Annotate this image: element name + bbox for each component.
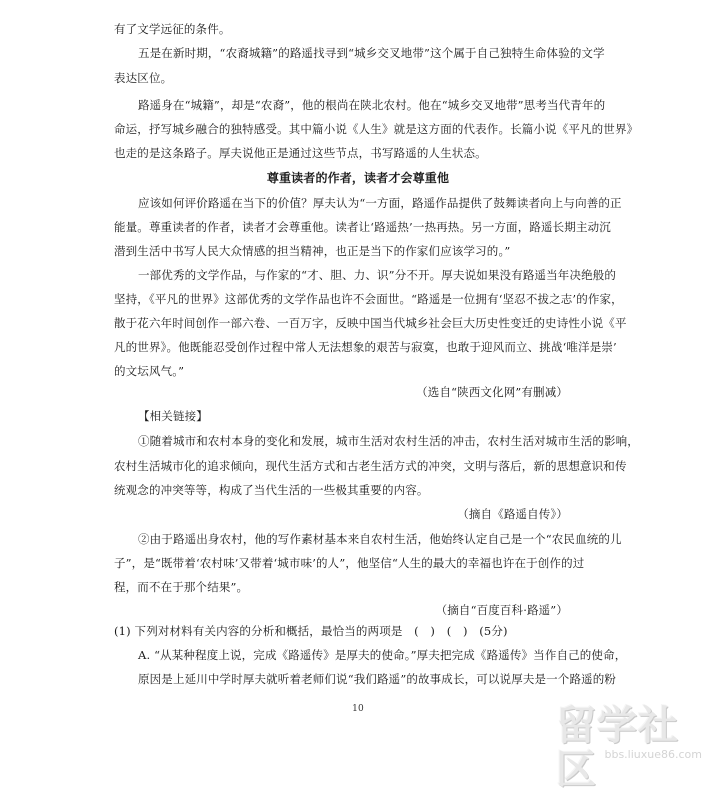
text-line: 程，而不在于那个结果”。	[114, 580, 249, 594]
paragraph-start: 应该如何评价路遥在当下的价值？厚夫认为“一方面，路遥作品提供了鼓舞读者向上与向善的正	[138, 196, 622, 210]
option-a-continued: 原因是上延川中学时厚夫就听着老师们说“我们路遥”的故事成长，可以说厚夫是一个路遥的粉	[138, 672, 617, 686]
text-line: 凡的世界》。他既能忍受创作过程中常人无法想象的艰苦与寂寞，也敢于迎风而立、挑战‘唯洋是崇’	[114, 340, 617, 354]
text-line: 农村生活城市化的追求倾向，现代生活方式和古老生活方式的冲突，文明与落后，新的思想意识和传	[114, 459, 627, 473]
related-links-heading: 【相关链接】	[138, 409, 208, 423]
paragraph-start: 路遥身在“城籍”，却是“农裔”，他的根尚在陕北农村。他在“城乡交叉地带”思考当代青年的	[138, 98, 606, 112]
text-line: 的文坛风气。”	[114, 364, 185, 378]
source-citation: （摘自《路遥自传》）	[457, 507, 568, 521]
site-watermark	[556, 702, 706, 793]
text-line: 子”，是“既带着‘农村味’又带着‘城市味’的人”，他坚信“人生的最大的幸福也许在于创作的过	[114, 556, 585, 570]
section-heading: 尊重读者的作者，读者才会尊重他	[266, 171, 450, 185]
source-citation: （摘自“百度百科·路遥”）	[435, 603, 568, 617]
watermark-logo: 留学社区	[556, 703, 679, 793]
paragraph-start: 五是在新时期，“农裔城籍”的路遥找寻到“城乡交叉地带”这个属于自己独特生命体验的文学	[138, 46, 605, 60]
source-citation: （选自“陕西文化网”有删减）	[416, 385, 568, 399]
watermark-url: bbs.liuxue86.com	[604, 748, 702, 761]
text-line: 有了文学远征的条件。	[114, 22, 231, 36]
text-line: 统观念的冲突等等，构成了当代生活的一些极其重要的内容。	[114, 483, 429, 497]
paragraph-start: ②由于路遥出身农村，他的写作素材基本来自农村生活，他始终认定自己是一个“农民血统的儿	[138, 532, 622, 546]
option-a: A. “从某种程度上说，完成《路遥传》是厚夫的使命。”厚夫把完成《路遥传》当作自己的使命，	[138, 648, 627, 662]
text-line: 表达区位。	[114, 71, 173, 85]
page-number: 10	[352, 704, 364, 714]
text-line: 坚持，《平凡的世界》这部优秀的文学作品也许不会面世。“路遥是一位拥有‘坚忍不拔之志’的作家，	[114, 292, 623, 306]
question-stem: (1) 下列对材料有关内容的分析和概括，最恰当的两项是 ( ) ( ) (5分)	[114, 624, 508, 638]
text-line: 潜到生活中书写人民大众情感的担当精神，也正是当下的作家们应该学习的。”	[114, 244, 511, 258]
text-line: 命运，抒写城乡融合的独特感受。其中篇小说《人生》就是这方面的代表作。长篇小说《平凡的世界》	[114, 122, 639, 136]
text-line: 也走的是这条路子。厚夫说他正是通过这些节点，书写路遥的人生状态。	[114, 146, 487, 160]
paragraph-start: ①随着城市和农村本身的变化和发展，城市生活对农村生活的冲击，农村生活对城市生活的影响，	[138, 434, 639, 448]
text-line: 散于花六年时间创作一部六卷、一百万字，反映中国当代城乡社会巨大历史性变迁的史诗性小说《平	[114, 316, 627, 330]
paragraph-start: 一部优秀的文学作品，与作家的“才、胆、力、识”分不开。厚夫说如果没有路遥当年决绝般的	[138, 268, 617, 282]
text-line: 能量。尊重读者的作者，读者才会尊重他。读者让‘路遥热’一热再热。另一方面，路遥长期主动沉	[114, 220, 611, 234]
